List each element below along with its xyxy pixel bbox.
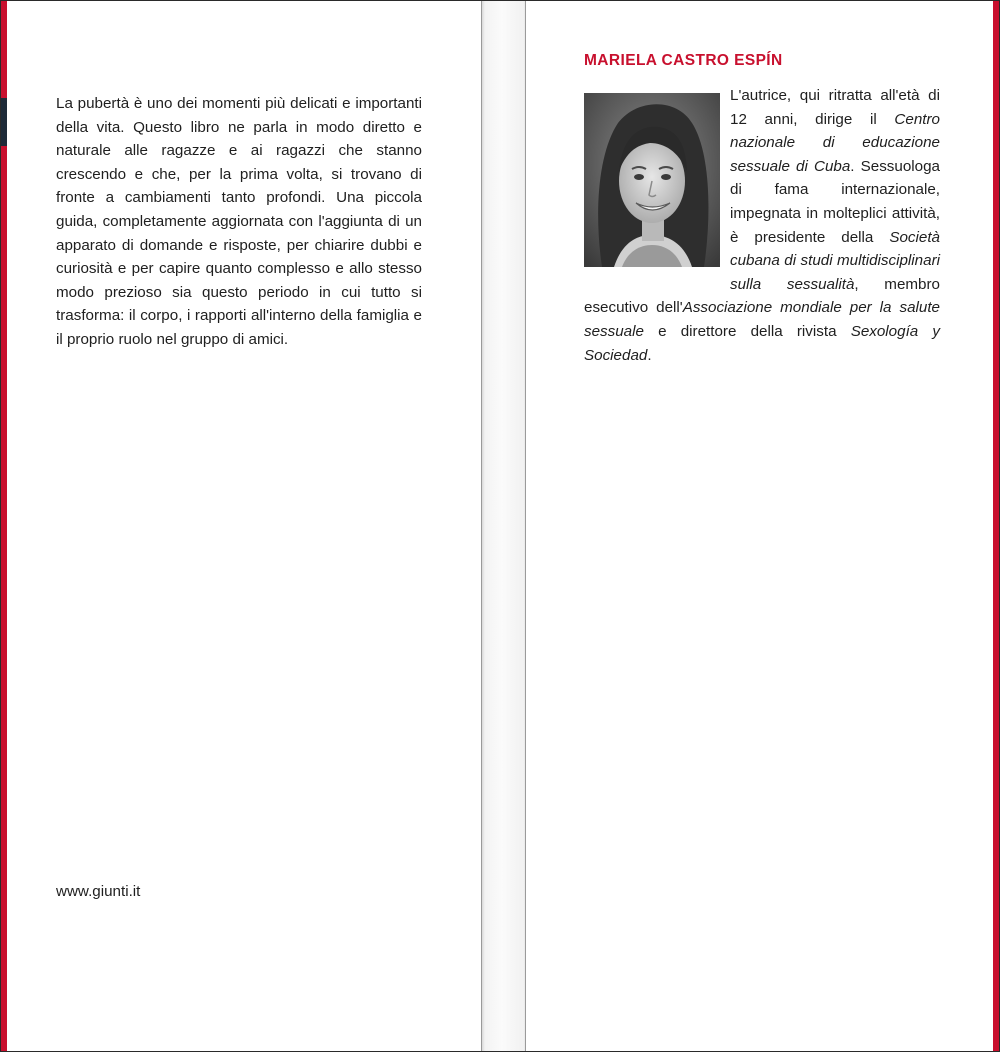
back-cover-blurb: La pubertà è uno dei momenti più delicati e importanti della vita. Questo libro ne parla in modo diretto e naturale alle ragazze e ai ragazzi che stanno crescendo e che, per la prima volta, si trovano di fronte a cambiamenti tanto profondi. Una piccola guida, completamente aggiornata con l'aggiunta di un apparato di domande e risposte, per chiarire dubbi e curiosità e per capire quanto complesso e allo stesso modo prezioso sia questo periodo in cui tutto si trasforma: il corpo, i rapporti all'interno della famiglia e il proprio ruolo nel gruppo di amici.	[56, 95, 422, 348]
bio-text-3: , membro esecutivo dell'	[584, 275, 940, 317]
bio-text-2: . Sessuologa di fama internazionale, impegnata in molteplici attività, è presidente della	[730, 157, 940, 246]
book-spine	[481, 1, 526, 1051]
left-edge-stripe	[1, 1, 7, 1051]
bio-italic-societa: Società cubana di studi multidisciplinari sulla sessualità	[730, 228, 940, 293]
bio-italic-rivista: Sexología y Sociedad	[584, 322, 940, 364]
author-name: MARIELA CASTRO ESPÍN	[584, 52, 783, 69]
publisher-url: www.giunti.it	[56, 883, 141, 900]
photo-wrap-spacer	[584, 84, 730, 294]
bio-text-5: .	[647, 346, 652, 364]
bio-italic-centro: Centro nazionale di educazione sessuale di Cuba	[730, 110, 940, 175]
author-bio	[584, 84, 940, 367]
bio-text-1: L'autrice, qui ritratta all'età di 12 anni, dirige il	[730, 87, 940, 128]
bio-text-4: e direttore della rivista	[643, 322, 851, 340]
bio-italic-associazione: Associazione mondiale per la salute sessuale	[584, 299, 941, 340]
right-edge-stripe	[993, 1, 999, 1051]
left-edge-dark-mark	[1, 98, 7, 146]
